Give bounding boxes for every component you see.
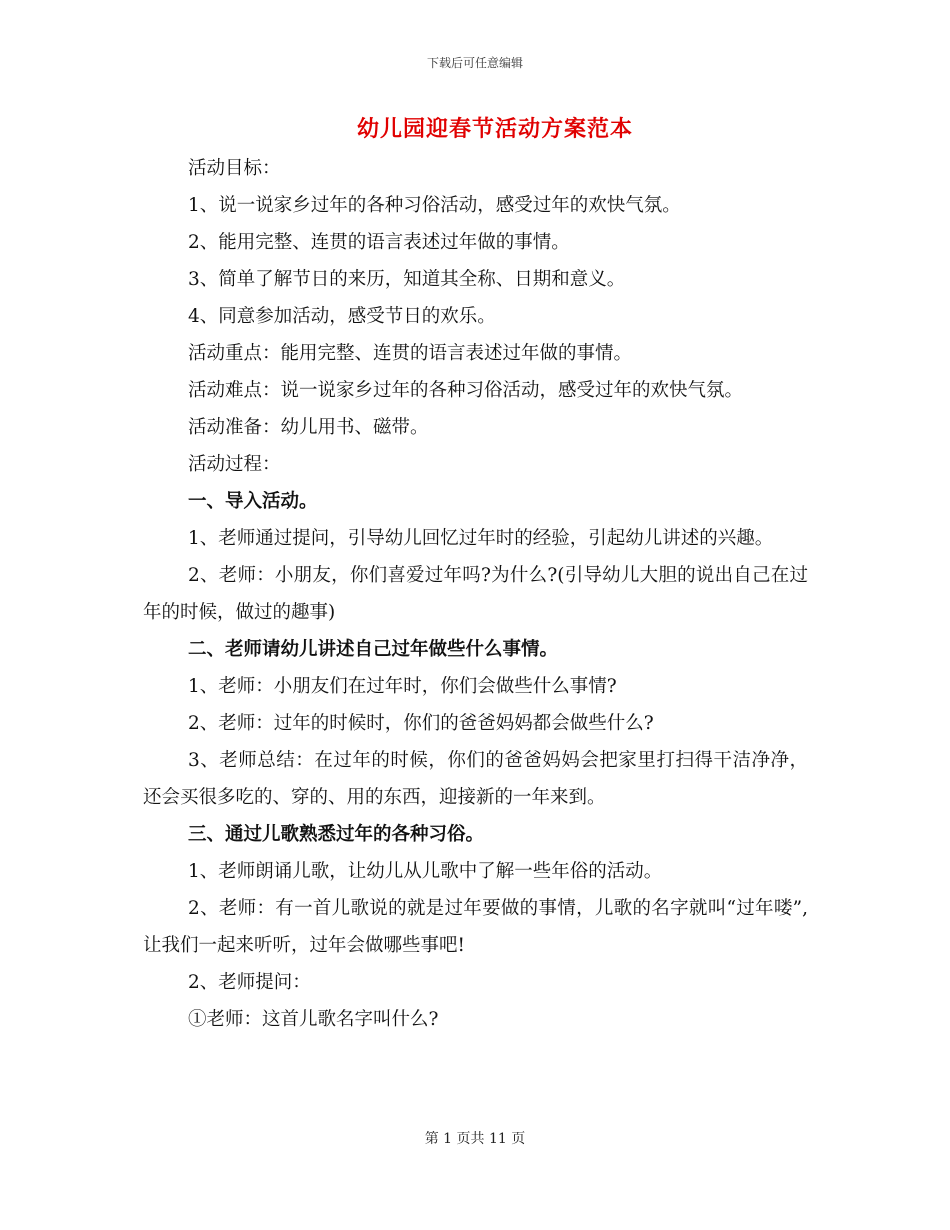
paragraph: 1、老师：小朋友们在过年时，你们会做些什么事情? <box>188 676 617 697</box>
paragraph: 2、老师：有一首儿歌说的就是过年要做的事情，儿歌的名字就叫“过年喽”,让我们一起来听听，过年会做哪些事吧! <box>143 898 808 956</box>
paragraph: 活动难点：说一说家乡过年的各种习俗活动，感受过年的欢快气氛。 <box>188 380 744 401</box>
document-title: 幼儿园迎春节活动方案范本 <box>356 116 633 142</box>
paragraph: 3、老师总结：在过年的时候，你们的爸爸妈妈会把家里打扫得干洁净净，还会买很多吃的、穿的、用的东西，迎接新的一年来到。 <box>143 750 808 808</box>
paragraph: 2、老师：小朋友，你们喜爱过年吗?为什么?(引导幼儿大胆的说出自己在过年的时候，做过的趣事) <box>143 565 808 623</box>
section-heading: 二、老师请幼儿讲述自己过年做些什么事情。 <box>188 639 559 660</box>
paragraph: 2、老师：过年的时候时，你们的爸爸妈妈都会做些什么? <box>188 713 654 734</box>
document-body <box>143 150 808 1038</box>
paragraph: 活动目标： <box>188 158 281 179</box>
paragraph: 活动过程： <box>188 454 281 475</box>
paragraph: 2、能用完整、连贯的语言表述过年做的事情。 <box>188 232 570 253</box>
paragraph: 4、同意参加活动，感受节日的欢乐。 <box>188 306 496 327</box>
section-heading: 一、导入活动。 <box>188 491 318 512</box>
paragraph: 1、老师通过提问，引导幼儿回忆过年时的经验，引起幼儿讲述的兴趣。 <box>188 528 774 549</box>
paragraph: 3、简单了解节日的来历，知道其全称、日期和意义。 <box>188 269 626 290</box>
page-footer: 第 1 页共 11 页 <box>424 1131 526 1147</box>
paragraph: 2、老师提问： <box>188 972 311 993</box>
paragraph: ①老师：这首儿歌名字叫什么? <box>188 1009 439 1030</box>
paragraph: 活动准备：幼儿用书、磁带。 <box>188 417 429 438</box>
header-note: 下载后可任意编辑 <box>426 56 523 70</box>
paragraph: 1、老师朗诵儿歌，让幼儿从儿歌中了解一些年俗的活动。 <box>188 861 663 882</box>
section-heading: 三、通过儿歌熟悉过年的各种习俗。 <box>188 824 485 845</box>
paragraph: 1、说一说家乡过年的各种习俗活动，感受过年的欢快气氛。 <box>188 195 681 216</box>
paragraph: 活动重点：能用完整、连贯的语言表述过年做的事情。 <box>188 343 633 364</box>
